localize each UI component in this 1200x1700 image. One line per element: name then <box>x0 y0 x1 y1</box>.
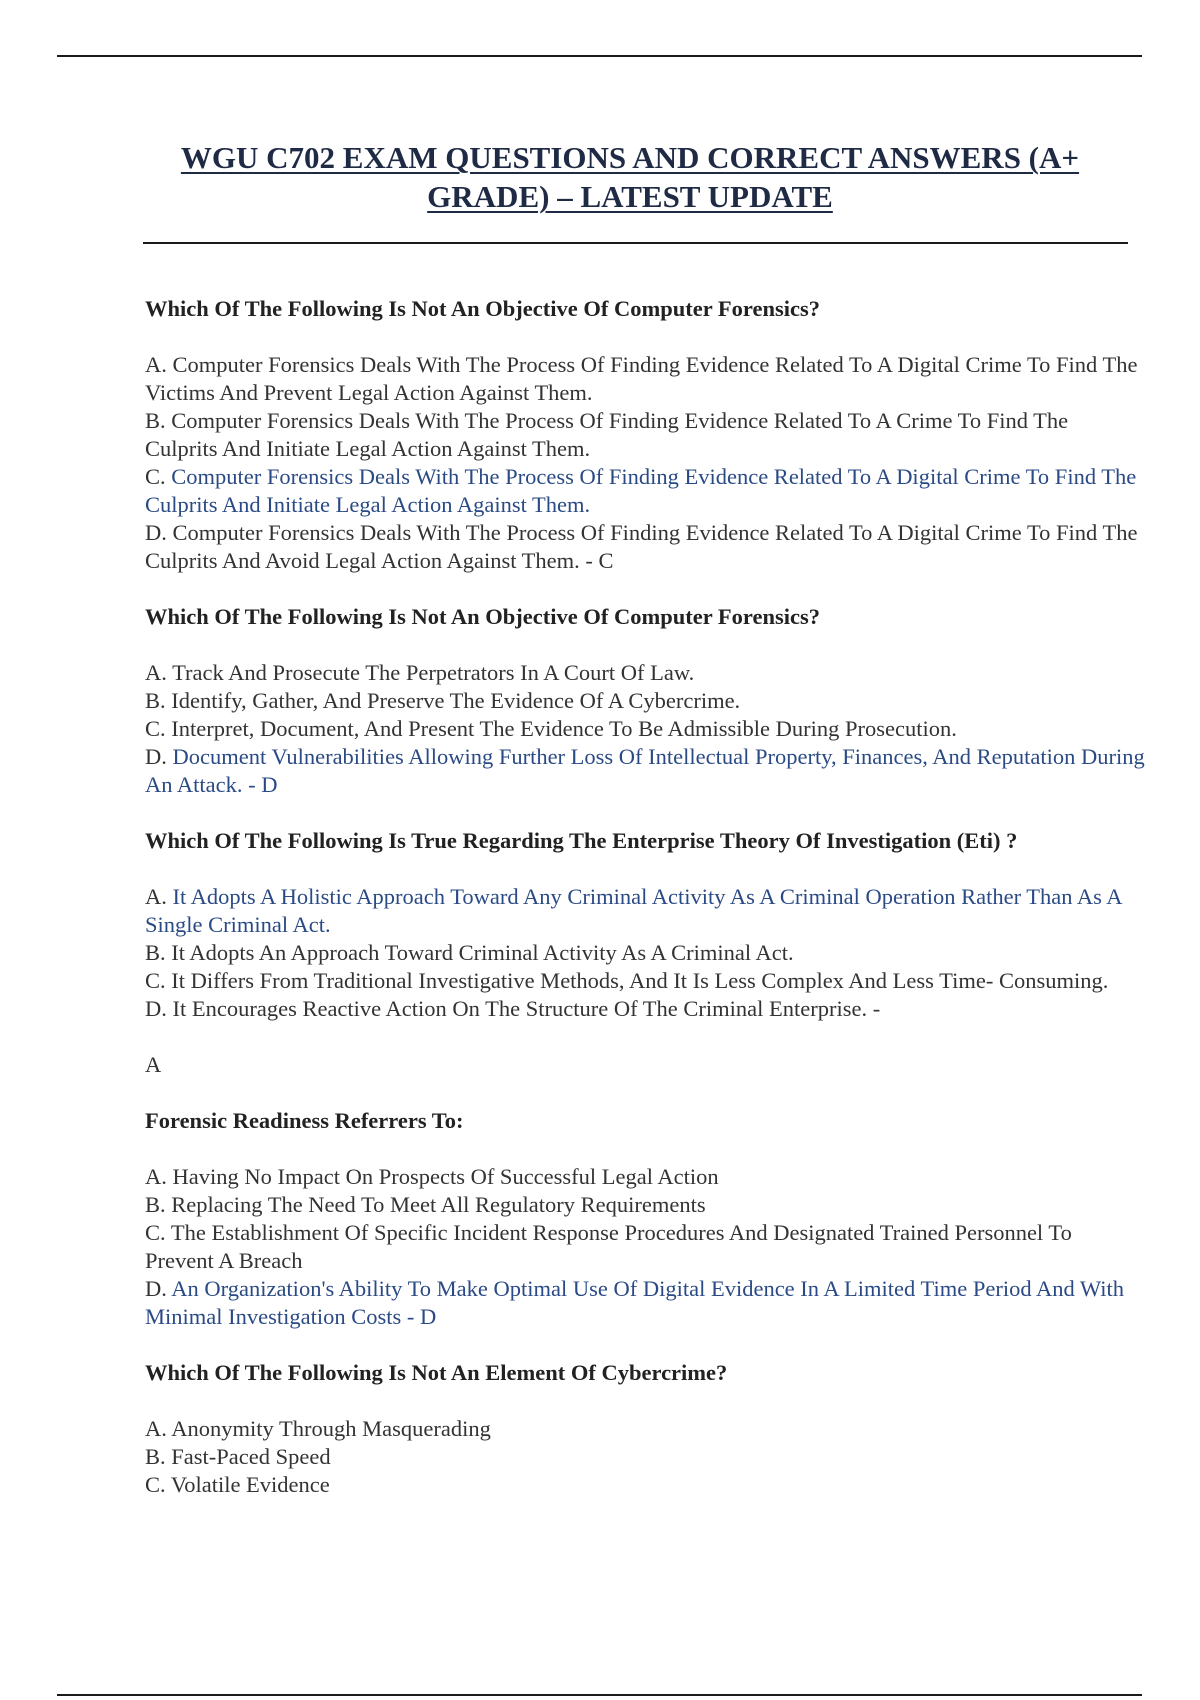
option-text: Identify, Gather, And Preserve The Evidence Of A Cybercrime. <box>171 688 741 713</box>
option-text: It Adopts A Holistic Approach Toward Any Criminal Activity As A Criminal Operation Rather Than As A Single Criminal Act. <box>145 884 1122 937</box>
option-text: It Encourages Reactive Action On The Structure Of The Criminal Enterprise. - <box>172 996 881 1021</box>
option-letter: C. <box>145 464 166 489</box>
option <box>145 1471 1145 1499</box>
question-block <box>145 1107 1145 1331</box>
question-block <box>145 603 1145 799</box>
option <box>145 687 1145 715</box>
option-text: An Organization's Ability To Make Optimal Use Of Digital Evidence In A Limited Time Period And With Minimal Investigation Costs - D <box>145 1276 1125 1329</box>
option-letter: C. <box>145 968 166 993</box>
option-text: Volatile Evidence <box>170 1472 330 1497</box>
title-line-2: GRADE) – LATEST UPDATE <box>427 179 833 214</box>
option <box>145 1415 1145 1443</box>
option-letter: B. <box>145 688 166 713</box>
answer-line: A <box>145 1052 162 1077</box>
option-text: Track And Prosecute The Perpetrators In A Court Of Law. <box>172 660 695 685</box>
title-rule <box>143 242 1128 244</box>
option-letter: B. <box>145 1444 166 1469</box>
option-letter: C. <box>145 1220 166 1245</box>
title-line-1: WGU C702 EXAM QUESTIONS AND CORRECT ANSWERS (A+ <box>180 140 1080 175</box>
question-text: Which Of The Following Is Not An Objective Of Computer Forensics? <box>145 296 820 321</box>
question-text: Forensic Readiness Referrers To: <box>145 1108 464 1133</box>
option-letter: B. <box>145 1192 166 1217</box>
question-text: Which Of The Following Is True Regarding The Enterprise Theory Of Investigation (Eti) ? <box>145 828 1018 853</box>
option-letter: D. <box>145 996 167 1021</box>
option-text: It Differs From Traditional Investigative Methods, And It Is Less Complex And Less Time- Consuming. <box>171 968 1109 993</box>
option-letter: A. <box>145 1416 167 1441</box>
option-text: It Adopts An Approach Toward Criminal Activity As A Criminal Act. <box>171 940 794 965</box>
option-text: Computer Forensics Deals With The Process Of Finding Evidence Related To A Digital Crime To Find The Victims And Prevent Legal Action Against Them. <box>145 352 1138 405</box>
document-body <box>145 295 1145 1527</box>
option-text: Interpret, Document, And Present The Evidence To Be Admissible During Prosecution. <box>171 716 957 741</box>
option-text: Replacing The Need To Meet All Regulatory Requirements <box>171 1192 706 1217</box>
option-text: Fast-Paced Speed <box>171 1444 331 1469</box>
option-correct <box>145 463 1145 519</box>
question-block <box>145 295 1145 575</box>
option-letter: D. <box>145 1276 167 1301</box>
option <box>145 1191 1145 1219</box>
option <box>145 939 1145 967</box>
question-block <box>145 827 1145 1079</box>
bottom-rule <box>57 1694 1142 1696</box>
question-text: Which Of The Following Is Not An Objective Of Computer Forensics? <box>145 604 820 629</box>
option-text: Computer Forensics Deals With The Process Of Finding Evidence Related To A Crime To Find The Culprits And Initiate Legal Action Against Them. <box>145 408 1069 461</box>
option-letter: C. <box>145 1472 166 1497</box>
option <box>145 967 1145 995</box>
option-letter: B. <box>145 940 166 965</box>
option-text: Having No Impact On Prospects Of Successful Legal Action <box>172 1164 719 1189</box>
option <box>145 715 1145 743</box>
option-letter: D. <box>145 520 167 545</box>
option-correct <box>145 1275 1145 1331</box>
option-letter: A. <box>145 660 167 685</box>
option-text: Computer Forensics Deals With The Process Of Finding Evidence Related To A Digital Crime To Find The Culprits And Avoid Legal Action Against Them. - C <box>145 520 1138 573</box>
option-letter: A. <box>145 884 167 909</box>
option <box>145 1163 1145 1191</box>
option-letter: B. <box>145 408 166 433</box>
option-letter: C. <box>145 716 166 741</box>
option <box>145 519 1145 575</box>
question-text: Which Of The Following Is Not An Element Of Cybercrime? <box>145 1360 728 1385</box>
option-text: Anonymity Through Masquerading <box>171 1416 491 1441</box>
top-rule <box>57 55 1142 57</box>
option <box>145 995 1145 1023</box>
option <box>145 659 1145 687</box>
question-block <box>145 1359 1145 1499</box>
option-text: Computer Forensics Deals With The Process Of Finding Evidence Related To A Digital Crime To Find The Culprits And Initiate Legal Action Against Them. <box>145 464 1137 517</box>
option-text: Document Vulnerabilities Allowing Further Loss Of Intellectual Property, Finances, And Reputation During An Attack. - D <box>145 744 1145 797</box>
option <box>145 351 1145 407</box>
option <box>145 1443 1145 1471</box>
option-text: The Establishment Of Specific Incident Response Procedures And Designated Trained Personnel To Prevent A Breach <box>145 1220 1072 1273</box>
option-letter: A. <box>145 1164 167 1189</box>
option-letter: D. <box>145 744 167 769</box>
option-correct <box>145 743 1145 799</box>
option <box>145 1219 1145 1275</box>
option <box>145 407 1145 463</box>
option-correct <box>145 883 1145 939</box>
option-letter: A. <box>145 352 167 377</box>
document-title <box>150 138 1110 216</box>
